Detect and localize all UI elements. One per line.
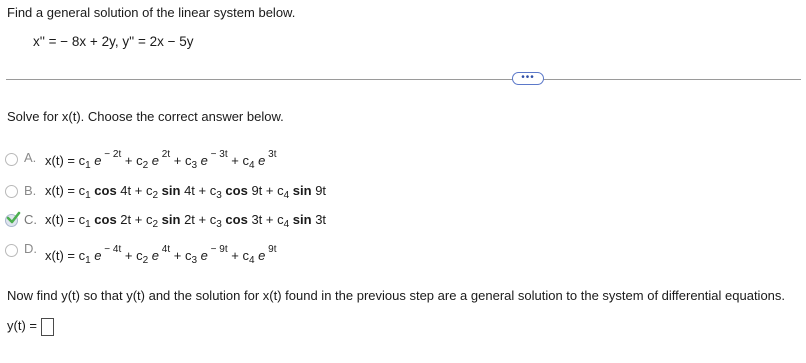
option-c[interactable] bbox=[5, 212, 335, 234]
more-button[interactable] bbox=[512, 72, 544, 85]
more-button-label: ••• bbox=[521, 71, 535, 83]
radio-d[interactable] bbox=[5, 244, 18, 257]
option-letter: D. bbox=[24, 241, 37, 256]
option-c-expression: $x(t) = c_1$ $\cos 2t + c_2$ $\sin 2t + c_3$ $\cos 3t + c_4$ sin 3t bbox=[45, 212, 327, 230]
option-a-expression: $x(t) = c_1$ e $^{- 2t} + c_2$ e $^{2t} + c_3$ e $^{- 3t} + c_4$ e $^{3t}$ bbox=[45, 149, 277, 171]
radio-b[interactable] bbox=[5, 185, 18, 198]
checkmark-icon bbox=[6, 210, 21, 225]
option-letter: C. bbox=[24, 212, 37, 227]
question-2: Now find y(t) so that y(t) and the solution for x(t) found in the previous step are a general solution to the system of differential equations. bbox=[7, 288, 786, 303]
answer-input[interactable] bbox=[41, 318, 54, 336]
differential-system: x'' = − 8x + 2y, y'' = 2x − 5y bbox=[33, 34, 194, 49]
answer-label: y(t) = bbox=[7, 318, 37, 333]
option-a[interactable] bbox=[5, 147, 305, 169]
option-letter: A. bbox=[24, 150, 37, 165]
question-1: Solve for x(t). Choose the correct answer below. bbox=[7, 109, 284, 124]
radio-a[interactable] bbox=[5, 153, 18, 166]
option-b-expression: $x(t) = c_1$ $\cos 4t + c_2$ $\sin 4t + c_3$ $\cos 9t + c_4$ sin 9t bbox=[45, 183, 327, 201]
option-b[interactable] bbox=[5, 183, 335, 205]
divider bbox=[6, 79, 801, 80]
option-letter: B. bbox=[24, 183, 37, 198]
option-d-expression: $x(t) = c_1$ e $^{- 4t} + c_2$ e $^{4t} + c_3$ e $^{- 9t} + c_4$ e $^{9t}$ bbox=[45, 244, 277, 266]
problem-prompt: Find a general solution of the linear system below. bbox=[7, 5, 296, 20]
option-d[interactable] bbox=[5, 238, 305, 266]
